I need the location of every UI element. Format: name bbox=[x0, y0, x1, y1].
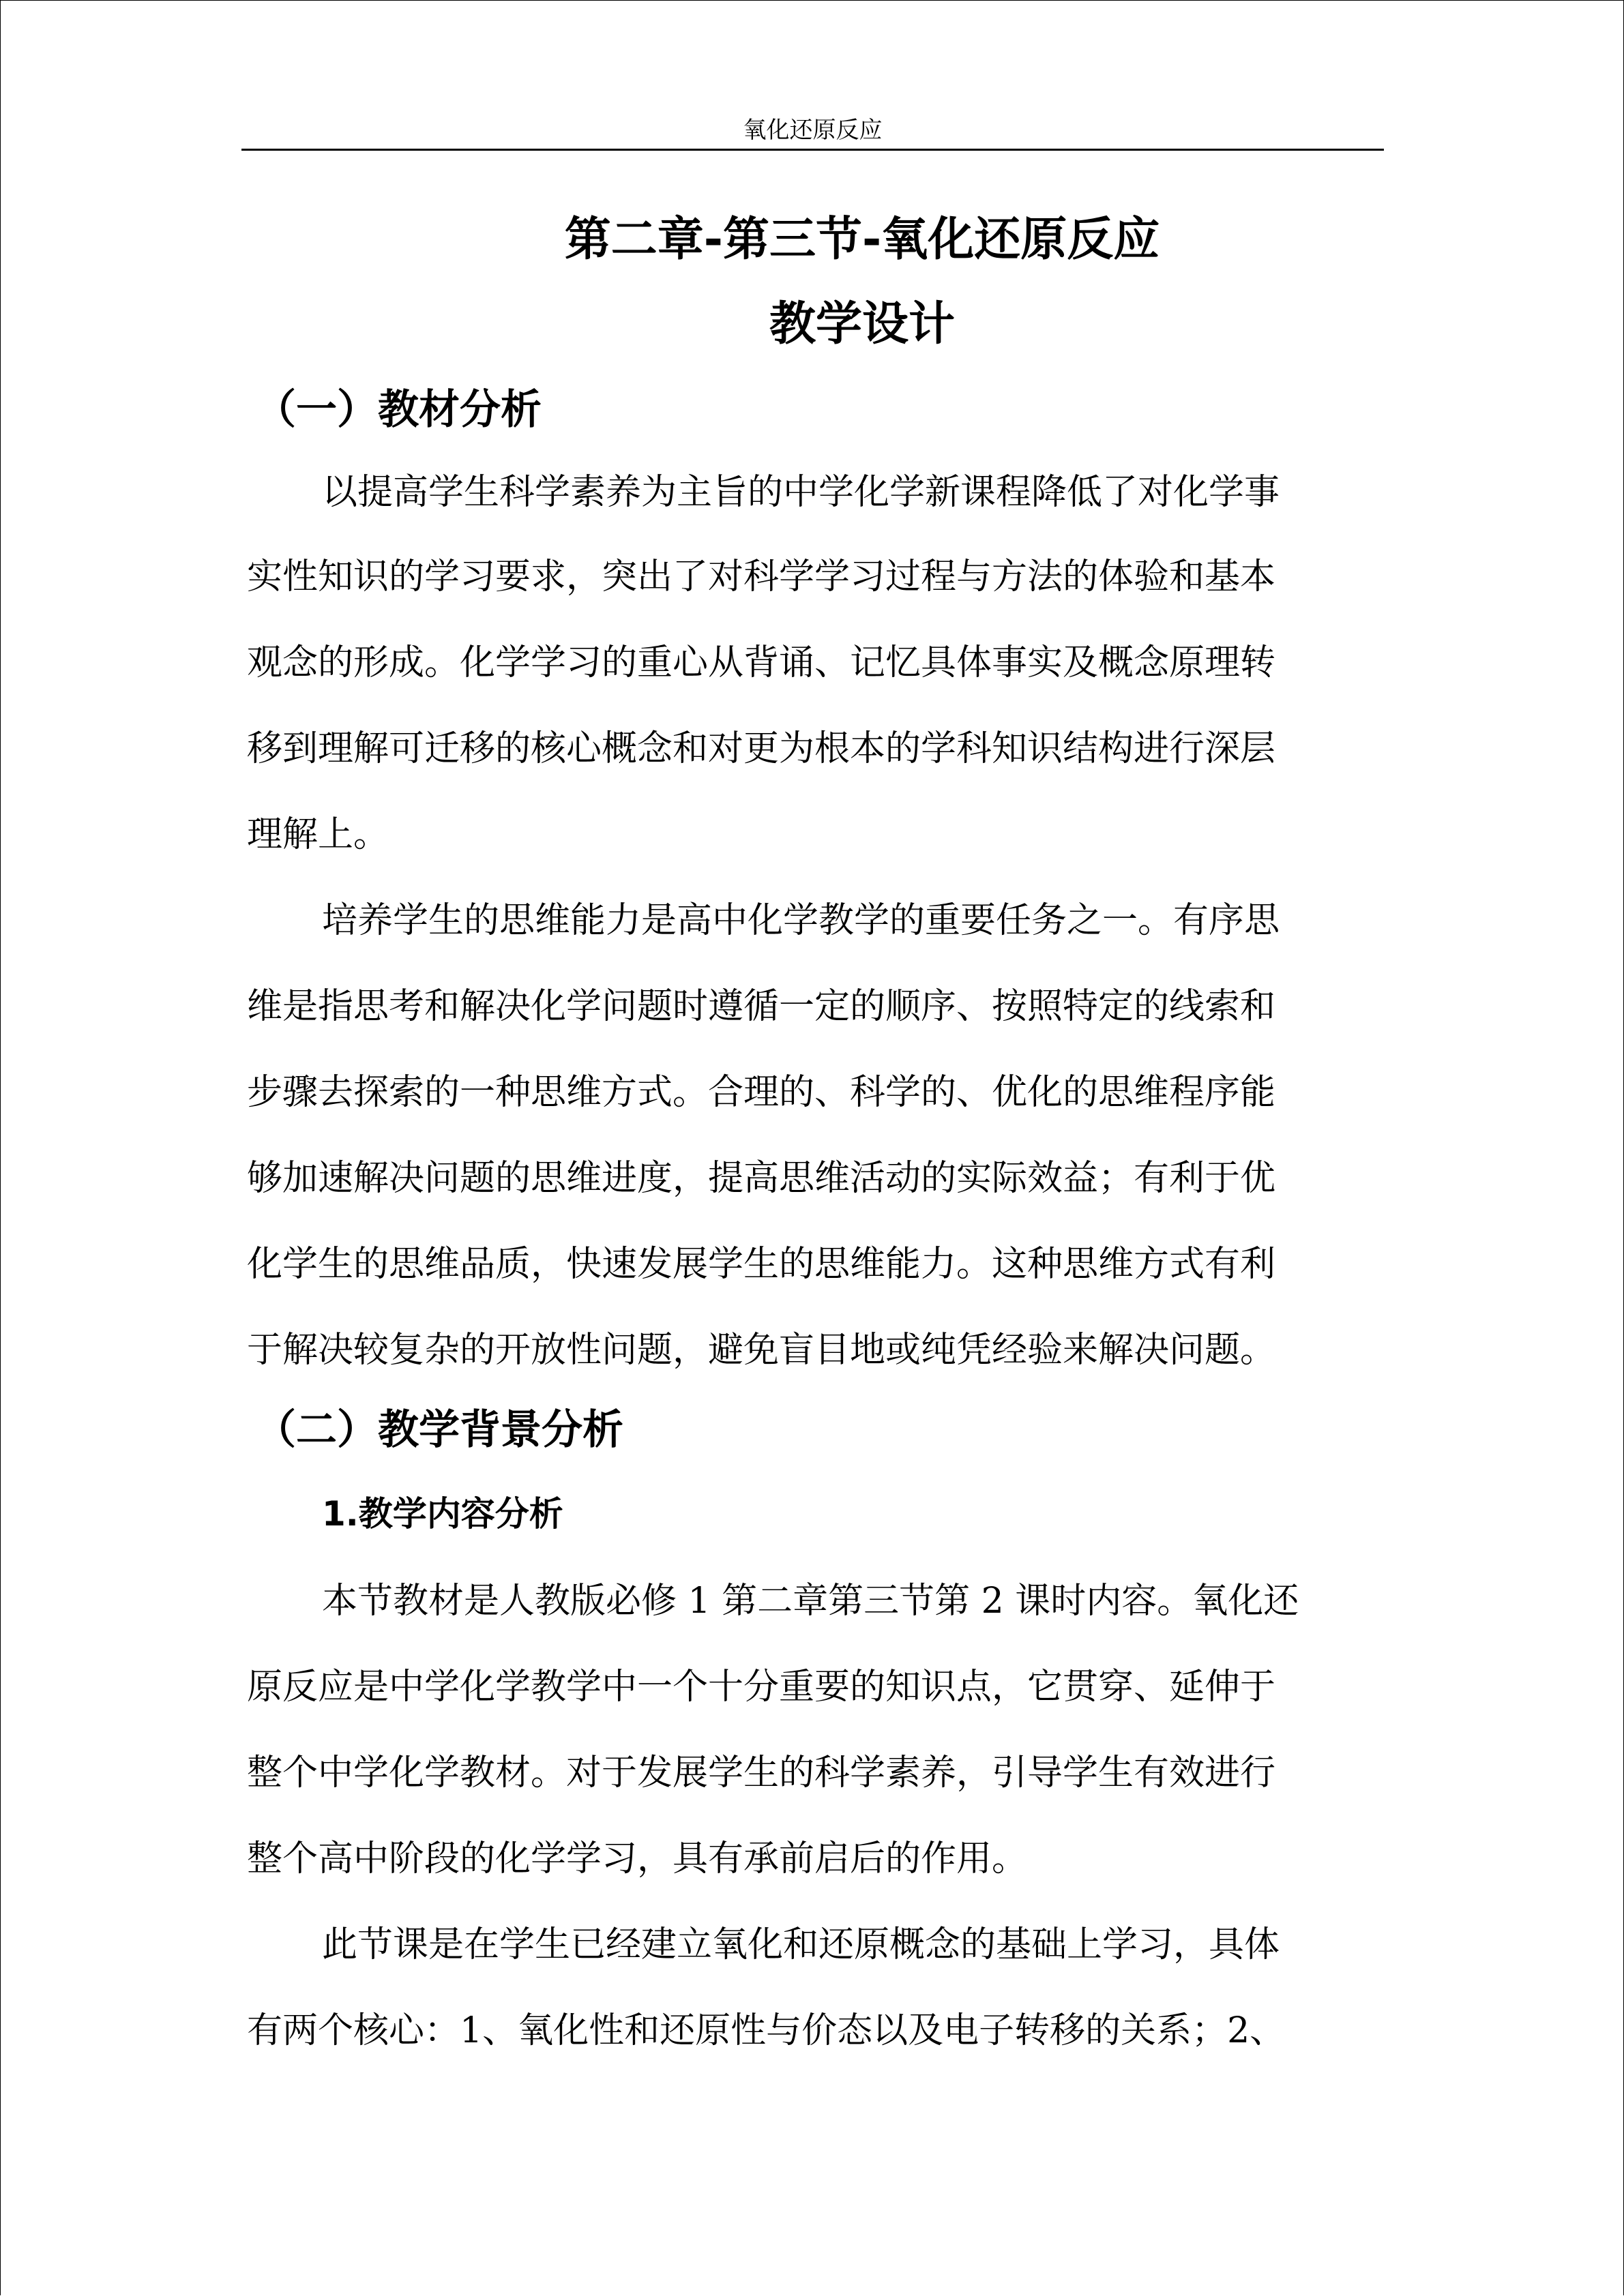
paragraph-line: 此节课是在学生已经建立氧化和还原概念的基础上学习，具体 bbox=[322, 1924, 1280, 1965]
paragraph-line: 观念的形成。化学学习的重心从背诵、记忆具体事实及概念原理转 bbox=[247, 642, 1276, 683]
running-header: 氧化还原反应 bbox=[743, 117, 883, 144]
paragraph-line: 够加速解决问题的思维进度，提高思维活动的实际效益；有利于优 bbox=[247, 1158, 1276, 1199]
paragraph-line: 本节教材是人教版必修 1 第二章第三节第 2 课时内容。氧化还 bbox=[322, 1581, 1299, 1622]
paragraph-line: 维是指思考和解决化学问题时遵循一定的顺序、按照特定的线索和 bbox=[247, 986, 1276, 1027]
section-heading-teaching-background: （二）教学背景分析 bbox=[255, 1406, 623, 1454]
paragraph-line: 整个高中阶段的化学学习，具有承前启后的作用。 bbox=[247, 1838, 1028, 1879]
paragraph-line: 步骤去探索的一种思维方式。合理的、科学的、优化的思维程序能 bbox=[247, 1072, 1276, 1113]
paragraph-line: 化学生的思维品质，快速发展学生的思维能力。这种思维方式有利 bbox=[247, 1244, 1276, 1285]
document-title: 第二章-第三节-氧化还原反应 bbox=[564, 213, 1160, 267]
paragraph-line: 实性知识的学习要求，突出了对科学学习过程与方法的体验和基本 bbox=[247, 556, 1276, 597]
paragraph-line: 原反应是中学化学教学中一个十分重要的知识点，它贯穿、延伸于 bbox=[247, 1667, 1276, 1708]
header-rule bbox=[241, 149, 1384, 151]
paragraph-line: 以提高学生科学素养为主旨的中学化学新课程降低了对化学事 bbox=[322, 472, 1280, 513]
paragraph-line: 培养学生的思维能力是高中化学教学的重要任务之一。有序思 bbox=[322, 900, 1280, 941]
paragraph-line: 整个中学化学教材。对于发展学生的科学素养，引导学生有效进行 bbox=[247, 1753, 1276, 1793]
paragraph-line: 有两个核心：1、氧化性和还原性与价态以及电子转移的关系；2、 bbox=[247, 2010, 1286, 2051]
paragraph-line: 移到理解可迁移的核心概念和对更为根本的学科知识结构进行深层 bbox=[247, 728, 1276, 769]
document-subtitle: 教学设计 bbox=[769, 297, 955, 351]
paragraph-line: 于解决较复杂的开放性问题，避免盲目地或纯凭经验来解决问题。 bbox=[247, 1330, 1276, 1371]
subheading-content-analysis: 1.教学内容分析 bbox=[322, 1494, 563, 1534]
section-heading-textbook-analysis: （一）教材分析 bbox=[255, 386, 542, 434]
paragraph-line: 理解上。 bbox=[247, 814, 389, 855]
